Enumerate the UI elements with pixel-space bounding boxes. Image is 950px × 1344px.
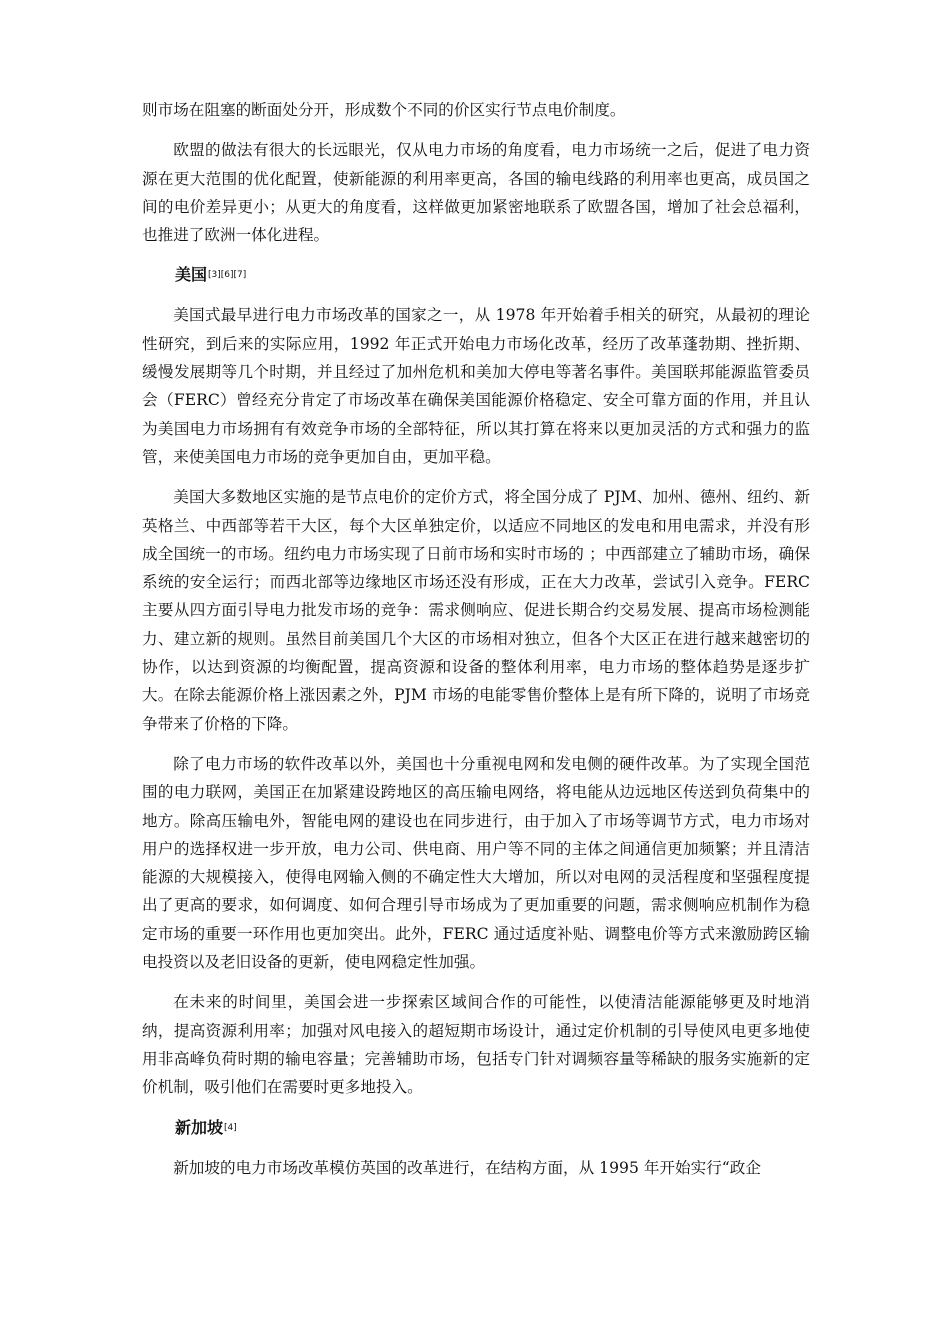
paragraph-us-nodal-pricing: 美国大多数地区实施的是节点电价的定价方式，将全国分成了 PJM、加州、德州、纽约、新英格兰、中西部等若干大区，每个大区单独定价，以适应不同地区的发电和用电需求，并没有形成全国统一的市场。纽约电力市场实现了日前市场和实时市场的 ；中西部建立了辅助市场，确保系统的安全运行；而西北部等边缘地区市场还没有形成，正在大力改革，尝试引入竞争。FERC 主要从四方面引导电力批发市场的竞争：需求侧响应、促进长期合约交易发展、提高市场检测能力、建立新的规则。虽然目前美国几个大区的市场相对独立，但各个大区正在进行越来越密切的协作，以达到资源的均衡配置，提高资源和设备的整体利用率，电力市场的整体趋势是逐步扩大。在除去能源价格上涨因素之外，PJM 市场的电能零售价整体上是有所下降的，说明了市场竞争带来了价格的下降。 bbox=[142, 488, 810, 733]
section-title-us: 美国 bbox=[175, 265, 208, 285]
paragraph-us-grid-hardware: 除了电力市场的软件改革以外，美国也十分重视电网和发电侧的硬件改革。为了实现全国范围的电力联网，美国正在加紧建设跨地区的高压输电网络，将电能从边远地区传送到负荷集中的地方。除高压输电外，智能电网的建设也在同步进行，由于加入了市场等调节方式，电力市场对用户的选择权进一步开放，电力公司、供电商、用户等不同的主体之间通信更加频繁；并且清洁能源的大规模接入，使得电网输入侧的不确定性大大增加，所以对电网的灵活程度和坚强程度提出了更高的要求，如何调度、如何合理引导市场成为了更加重要的问题，需求侧响应机制作为稳定市场的重要一环作用也更加突出。此外，FERC 通过适度补贴、调整电价等方式来激励跨区输电投资以及老旧设备的更新，使电网稳定性加强。 bbox=[142, 754, 810, 972]
paragraph-eu-vision: 欧盟的做法有很大的长远眼光，仅从电力市场的角度看，电力市场统一之后，促进了电力资源在更大范围的优化配置，使新能源的利用率更高，各国的输电线路的利用率也更高，成员国之间的电价差异更小；从更大的角度看，这样做更加紧密地联系了欧盟各国，增加了社会总福利，也推进了欧洲一体化进程。 bbox=[142, 141, 810, 245]
reference-marker-us[interactable]: [3][6][7] bbox=[208, 270, 247, 281]
section-heading-singapore bbox=[142, 1114, 810, 1142]
section-title-singapore: 新加坡 bbox=[175, 1117, 224, 1137]
paragraph-us-history: 美国式最早进行电力市场改革的国家之一，从 1978 年开始着手相关的研究，从最初的理论性研究，到后来的实际应用，1992 年正式开始电力市场化改革，经历了改革蓬勃期、挫折期、缓慢发展期等几个时期，并且经过了加州危机和美加大停电等著名事件。美国联邦能源监管委员会（FERC）曾经充分肯定了市场改革在确保美国能源价格稳定、安全可靠方面的作用，并且认为美国电力市场拥有有效竞争市场的全部特征，所以其打算在将来以更加灵活的方式和强力的监管，来使美国电力市场的竞争更加自由，更加平稳。 bbox=[142, 306, 810, 466]
paragraph-eu-pricing-end: 则市场在阻塞的断面处分开，形成数个不同的价区实行节点电价制度。 bbox=[142, 101, 626, 119]
paragraph-us-future: 在未来的时间里，美国会进一步探索区域间合作的可能性，以使清洁能源能够更及时地消纳，提高资源利用率；加强对风电接入的超短期市场设计，通过定价机制的引导使风电更多地使用非高峰负荷时期的输电容量；完善辅助市场，包括专门针对调频容量等稀缺的服务实施新的定价机制，吸引他们在需要时更多地投入。 bbox=[142, 993, 810, 1097]
section-heading-us bbox=[142, 261, 810, 289]
paragraph-singapore-reform: 新加坡的电力市场改革模仿英国的改革进行，在结构方面，从 1995 年开始实行“政企 bbox=[173, 1158, 761, 1177]
document-page bbox=[142, 96, 810, 1182]
reference-marker-singapore[interactable]: [4] bbox=[224, 1122, 237, 1133]
